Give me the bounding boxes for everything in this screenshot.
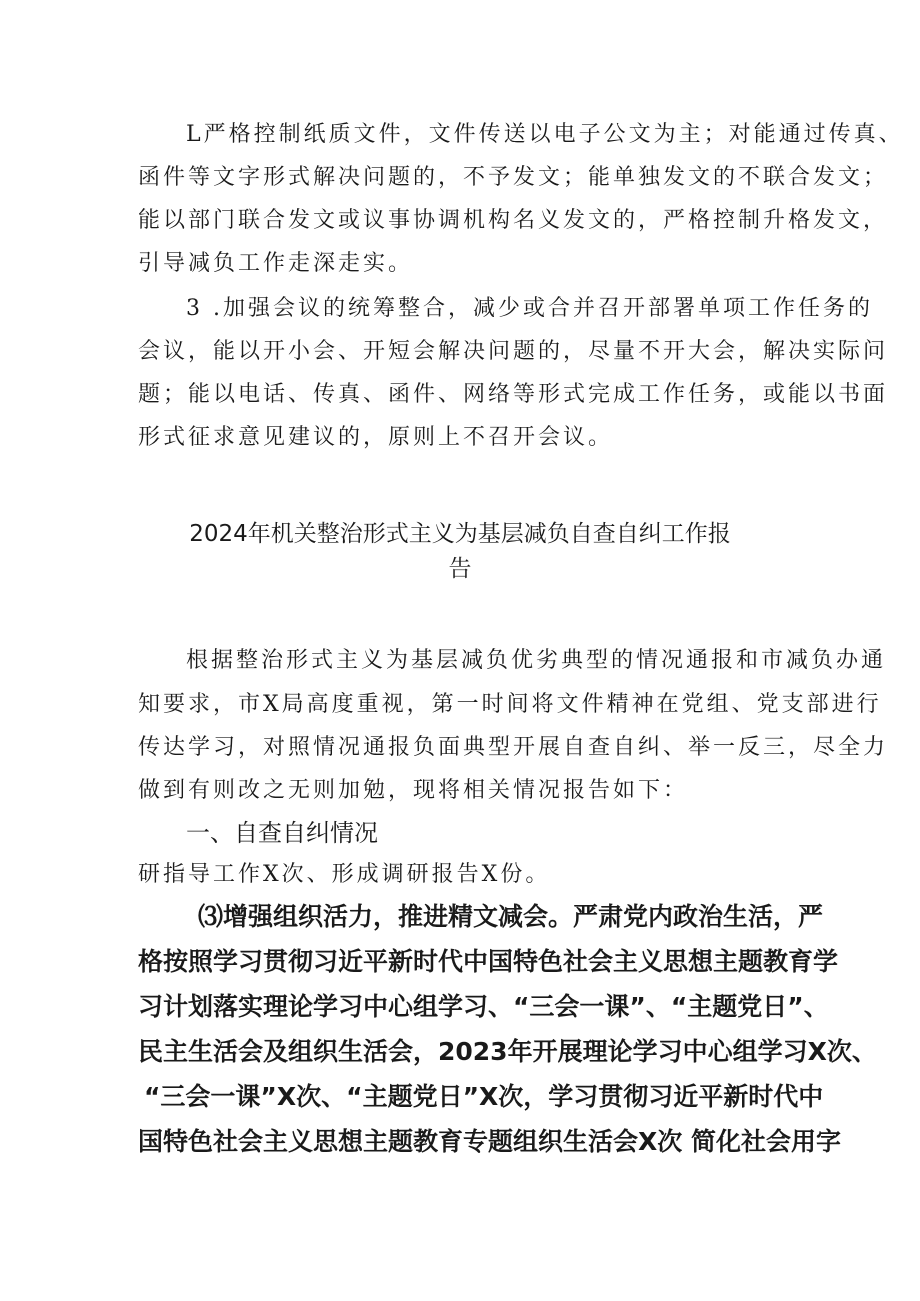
paragraph-line: 形式征求意见建议的，原则上不召开会议。 — [138, 425, 614, 450]
intro-line: 传达学习，对照情况通报负面典型开展自查自纠、举一反三，尽全力 — [138, 735, 889, 760]
intro-line: 做到有则改之无则加勉，现将相关情况报告如下： — [138, 778, 689, 803]
paragraph-line: 题；能以电话、传真、函件、网络等形式完成工作任务，或能以书面 — [138, 382, 889, 407]
intro-line: 知要求，市X局高度重视，第一时间将文件精神在党组、党支部进行 — [138, 692, 882, 717]
paragraph-line: 函件等文字形式解决问题的，不予发文；能单独发文的不联合发文； — [138, 165, 889, 190]
paragraph-line: 引导减负工作走深走实。 — [138, 251, 414, 276]
paragraph-line: L严格控制纸质文件，文件传送以电子公文为主；对能通过传真、 — [186, 122, 904, 147]
bold-paragraph-line: ⑶增强组织活力，推进精文减会。严肃党内政治生活，严 — [198, 902, 824, 931]
bold-paragraph-line: “三会一课”X次、“主题党日”X次，学习贯彻习近平新时代中 — [144, 1082, 824, 1111]
paragraph-line: 会议，能以开小会、开短会解决问题的，尽量不开大会，解决实际问 — [138, 339, 889, 364]
paragraph-line: 能以部门联合发文或议事协调机构名义发文的，严格控制升格发文， — [138, 208, 889, 233]
bold-paragraph-line: 民主生活会及组织生活会，2023年开展理论学习中心组学习X次、 — [138, 1037, 877, 1066]
bold-paragraph-line: 格按照学习贯彻习近平新时代中国特色社会主义思想主题教育学 — [138, 947, 839, 976]
report-title-continued: 告 — [448, 556, 472, 582]
paragraph-line: 3 .加强会议的统筹整合，减少或合并召开部署单项工作任务的 — [186, 296, 873, 321]
intro-line: 根据整治形式主义为基层减负优劣典型的情况通报和市减负办通 — [186, 648, 887, 673]
fragment-line: 研指导工作X次、形成调研报告X份。 — [138, 862, 551, 887]
report-title: 2024年机关整治形式主义为基层减负自查自纠工作报 — [189, 521, 731, 547]
section-heading: 一、自查自纠情况 — [186, 819, 378, 847]
bold-paragraph-line: 习计划落实理论学习中心组学习、“三会一课”、“主题党日”、 — [138, 992, 829, 1021]
bold-paragraph-line: 国特色社会主义思想主题教育专题组织生活会X次 简化社会用字 — [138, 1127, 841, 1156]
